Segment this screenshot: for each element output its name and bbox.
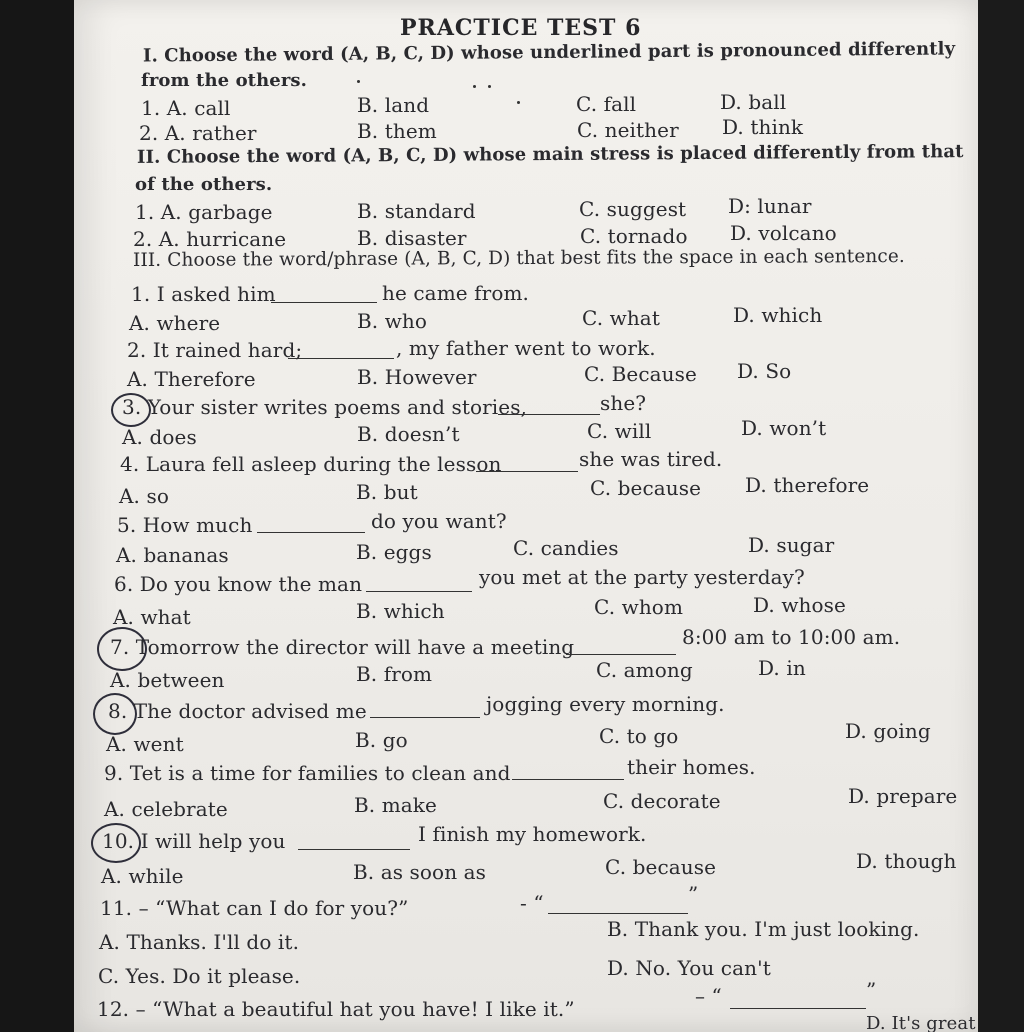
s3-q4-blank xyxy=(476,471,578,472)
s3-q9-blank xyxy=(512,779,624,780)
s1-q1-d: D. ball xyxy=(720,90,787,114)
s3-q7-d: D. in xyxy=(758,656,806,680)
s3-q10-c: C. because xyxy=(605,855,717,879)
s3-q2-d: D. So xyxy=(737,359,792,383)
s3-q8-blank xyxy=(370,717,480,718)
s3-q9-stem-start: 9. Tet is a time for families to clean and xyxy=(104,761,511,785)
s3-q11-blank xyxy=(548,913,688,914)
s3-q8-c: C. to go xyxy=(599,724,679,748)
s3-q12-response-open: – “ xyxy=(695,984,722,1008)
s3-q5-blank xyxy=(257,532,365,533)
s1-q1-c: C. fall xyxy=(576,92,637,116)
s3-q12-stem: 12. – “What a beautiful hat you have! I like it.” xyxy=(97,997,575,1021)
s3-q12-blank xyxy=(730,1008,866,1009)
s1-q2-d: D. think xyxy=(722,115,804,139)
s1-q1-b: B. land xyxy=(357,93,430,117)
s3-q4-stem-end: she was tired. xyxy=(579,447,723,471)
s3-q5-stem-start: 5. How much xyxy=(117,513,253,537)
s3-q11-response-close: ” xyxy=(688,882,699,906)
s2-q2-a: 2. A. hurricane xyxy=(133,227,287,251)
s3-q12-d: D. It's great xyxy=(866,1013,976,1032)
s2-q1-b: B. standard xyxy=(357,199,476,223)
s2-q1-d: D: lunar xyxy=(728,194,812,218)
s1-q2-b: B. them xyxy=(357,119,437,143)
s3-q1-blank xyxy=(271,302,377,303)
speck xyxy=(488,85,491,88)
s3-q4-d: D. therefore xyxy=(745,473,870,497)
background-right xyxy=(978,0,1024,1032)
section3-heading: III. Choose the word/phrase (A, B, C, D) that best fits the space in each sentence. xyxy=(132,245,905,272)
section1-heading: I. Choose the word (A, B, C, D) whose underlined part is pronounced differently xyxy=(142,38,956,67)
s3-q5-d: D. sugar xyxy=(748,533,835,557)
s3-q2-blank xyxy=(288,358,394,359)
s3-q10-a: A. while xyxy=(101,864,184,888)
s3-q3-stem-start: 3. Your sister writes poems and stories, xyxy=(122,395,528,419)
s3-q8-stem-start: 8. The doctor advised me xyxy=(108,699,367,723)
s3-q2-stem-start: 2. It rained hard; xyxy=(127,338,303,362)
section2-heading-cont: of the others. xyxy=(135,174,273,195)
s3-q8-a: A. went xyxy=(106,732,184,756)
s1-q2-a: 2. A. rather xyxy=(139,121,257,145)
s3-q9-c: C. decorate xyxy=(603,789,721,813)
s3-q7-b: B. from xyxy=(356,662,433,686)
s3-q11-stem: 11. – “What can I do for you?” xyxy=(100,896,409,920)
s3-q2-stem-end: , my father went to work. xyxy=(396,336,656,360)
s3-q7-stem-start: 7. Tomorrow the director will have a meeting xyxy=(110,635,575,659)
s2-q2-d: D. volcano xyxy=(730,221,837,245)
s3-q11-c: C. Yes. Do it please. xyxy=(98,964,301,988)
s3-q4-b: B. but xyxy=(356,480,418,504)
s2-q2-c: C. tornado xyxy=(580,224,688,248)
s1-q1-a: 1. A. call xyxy=(141,96,231,120)
s3-q7-blank xyxy=(566,654,676,655)
page-title: PRACTICE TEST 6 xyxy=(400,15,642,41)
s3-q5-b: B. eggs xyxy=(356,540,432,564)
s3-q3-c: C. will xyxy=(587,419,652,443)
s3-q11-d: D. No. You can't xyxy=(607,956,771,980)
section2-heading: II. Choose the word (A, B, C, D) whose main stress is placed differently from that xyxy=(136,141,964,168)
speck xyxy=(357,80,360,83)
s3-q5-stem-end: do you want? xyxy=(371,509,507,533)
s3-q6-a: A. what xyxy=(113,605,191,629)
s3-q10-d: D. though xyxy=(856,849,957,873)
s3-q6-stem-end: you met at the party yesterday? xyxy=(479,565,805,589)
s3-q9-d: D. prepare xyxy=(848,784,958,808)
s3-q1-stem-end: he came from. xyxy=(382,281,529,305)
s3-q8-b: B. go xyxy=(355,728,408,752)
s3-q5-a: A. bananas xyxy=(116,543,229,567)
s3-q2-b: B. However xyxy=(357,365,477,389)
s2-q1-c: C. suggest xyxy=(579,197,687,221)
s3-q4-stem-start: 4. Laura fell asleep during the lesson xyxy=(120,452,502,476)
s3-q4-c: C. because xyxy=(590,476,702,500)
s3-q1-d: D. which xyxy=(733,303,823,327)
s3-q4-a: A. so xyxy=(119,484,169,508)
s3-q11-b: B. Thank you. I'm just looking. xyxy=(607,917,920,941)
s3-q7-c: C. among xyxy=(596,658,693,682)
s3-q1-b: B. who xyxy=(357,309,428,333)
s3-q8-d: D. going xyxy=(845,719,931,743)
s3-q6-blank xyxy=(366,591,472,592)
s3-q6-b: B. which xyxy=(356,599,445,623)
s3-q10-b: B. as soon as xyxy=(353,860,487,884)
s3-q1-stem-start: 1. I asked him xyxy=(131,282,276,306)
s3-q9-b: B. make xyxy=(354,793,437,817)
s3-q3-blank xyxy=(498,414,600,415)
s3-q10-blank xyxy=(298,849,410,850)
s3-q3-a: A. does xyxy=(122,425,197,449)
s3-q10-stem-start: 10. I will help you xyxy=(102,829,286,853)
section1-heading-cont: from the others. xyxy=(141,70,308,91)
s3-q3-d: D. won’t xyxy=(741,416,827,440)
s3-q11-response-open: - “ xyxy=(520,891,544,915)
s3-q2-a: A. Therefore xyxy=(127,367,256,391)
background-left xyxy=(0,0,74,1032)
s3-q8-stem-end: jogging every morning. xyxy=(486,692,725,716)
s3-q12-response-close: ” xyxy=(866,978,877,1002)
s3-q5-c: C. candies xyxy=(513,536,619,560)
s3-q6-c: C. whom xyxy=(594,595,684,619)
s3-q9-stem-end: their homes. xyxy=(627,755,756,779)
s3-q3-stem-end: she? xyxy=(600,391,647,415)
s3-q2-c: C. Because xyxy=(584,362,697,386)
s3-q6-d: D. whose xyxy=(753,593,846,617)
s3-q6-stem-start: 6. Do you know the man xyxy=(114,572,363,596)
s2-q2-b: B. disaster xyxy=(357,226,467,250)
s3-q7-a: A. between xyxy=(110,668,225,692)
s3-q1-c: C. what xyxy=(582,306,660,330)
s1-q2-c: C. neither xyxy=(577,118,679,142)
s3-q11-a: A. Thanks. I'll do it. xyxy=(99,930,300,954)
s3-q10-stem-end: I finish my homework. xyxy=(418,822,647,846)
speck xyxy=(517,101,520,104)
speck xyxy=(473,85,476,88)
s3-q9-a: A. celebrate xyxy=(104,797,228,821)
s3-q3-b: B. doesn’t xyxy=(357,422,460,446)
s3-q1-a: A. where xyxy=(129,311,221,335)
s3-q7-stem-end: 8:00 am to 10:00 am. xyxy=(682,625,901,649)
s2-q1-a: 1. A. garbage xyxy=(135,200,273,224)
